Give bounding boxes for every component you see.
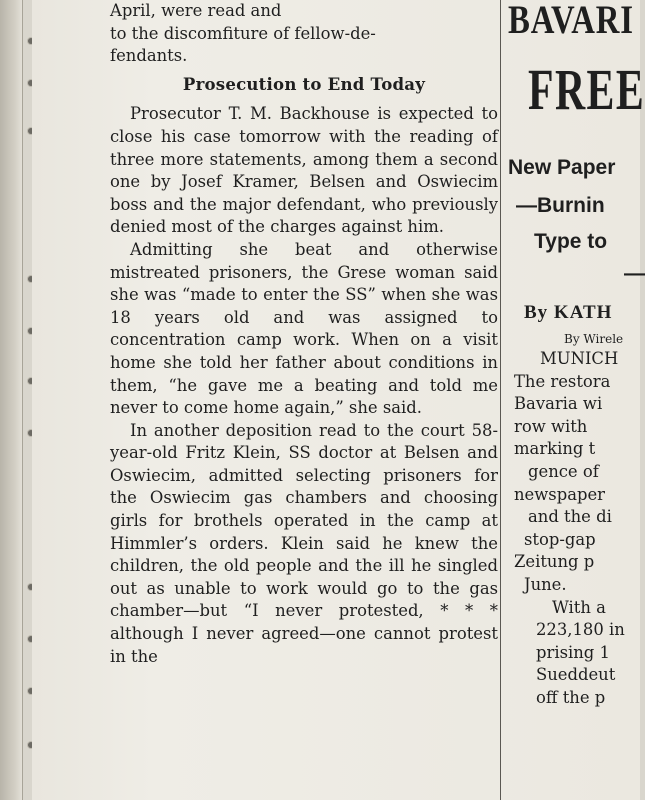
wireless-credit: By Wirele [564,332,624,346]
side-line: row with [514,416,588,436]
side-line: With a [552,597,606,617]
deck-line-2: —Burnin [516,194,605,217]
side-line: off the p [536,687,606,707]
side-line: newspaper [514,484,605,504]
side-line: Sueddeut [536,665,616,685]
deck-line-4: — [624,262,645,285]
subhead: Prosecution to End Today [182,73,426,94]
side-text-lines [514,348,625,710]
para0-line: to the discomfiture of fellow-de- [110,23,376,43]
article-column [110,0,498,800]
side-line: and the di [528,507,612,527]
side-line: marking t [514,439,596,459]
side-line: The restora [514,371,611,391]
opening-line: April, were read and [110,1,282,20]
para0-line: fendants. [110,46,188,66]
side-line: Bavaria wi [514,394,603,414]
side-line: stop-gap [524,529,596,549]
deck-line-1: New Paper [508,156,616,179]
side-line: prising 1 [536,642,610,662]
side-line: gence of [528,461,599,481]
adjacent-article [506,0,645,800]
column-rule [500,0,501,800]
headline-line-2: FREE [528,57,645,122]
side-line: Zeitung p [514,552,595,572]
paragraph-grese: Admitting she beat and otherwise mistreated prisoners, the Grese woman said she was “made to enter the SS” when she was 18 years old and was assigned to concentration camp work. When on a visit home she told her father about conditions in them, “he gave me a beating and told me never to come home again,” she said. [110,239,498,418]
paragraph-prosecutor: Prosecutor T. M. Backhouse is expected to close his case tomorrow with the reading of three more statements, among them a second one by Josef Kramer, Belsen and Oswiecim boss and the major defendant, who previously denied most of the charges against him. [110,104,498,237]
side-line: MUNICH [540,349,619,368]
side-line: June. [524,574,567,594]
paragraph-klein: In another deposition read to the court 58-year-old Fritz Klein, SS doctor at Belsen and Oswiecim, admitted selecting prisoners for the Oswiecim gas chambers and choosing girls for brothels operated in the camp at Himmler’s orders. Klein said he knew the children, the old people and the ill he singled out as unable to work would go to the gas chamber—but “I never protested, * * * although I never agreed—one cannot protest in the [110,420,498,666]
headline-line-1: BAVARI [508,0,634,42]
side-line: 223,180 in [536,620,625,640]
deck-line-3: Type to [534,230,608,253]
byline: By KATH [524,302,613,323]
binding-gutter [0,0,22,800]
